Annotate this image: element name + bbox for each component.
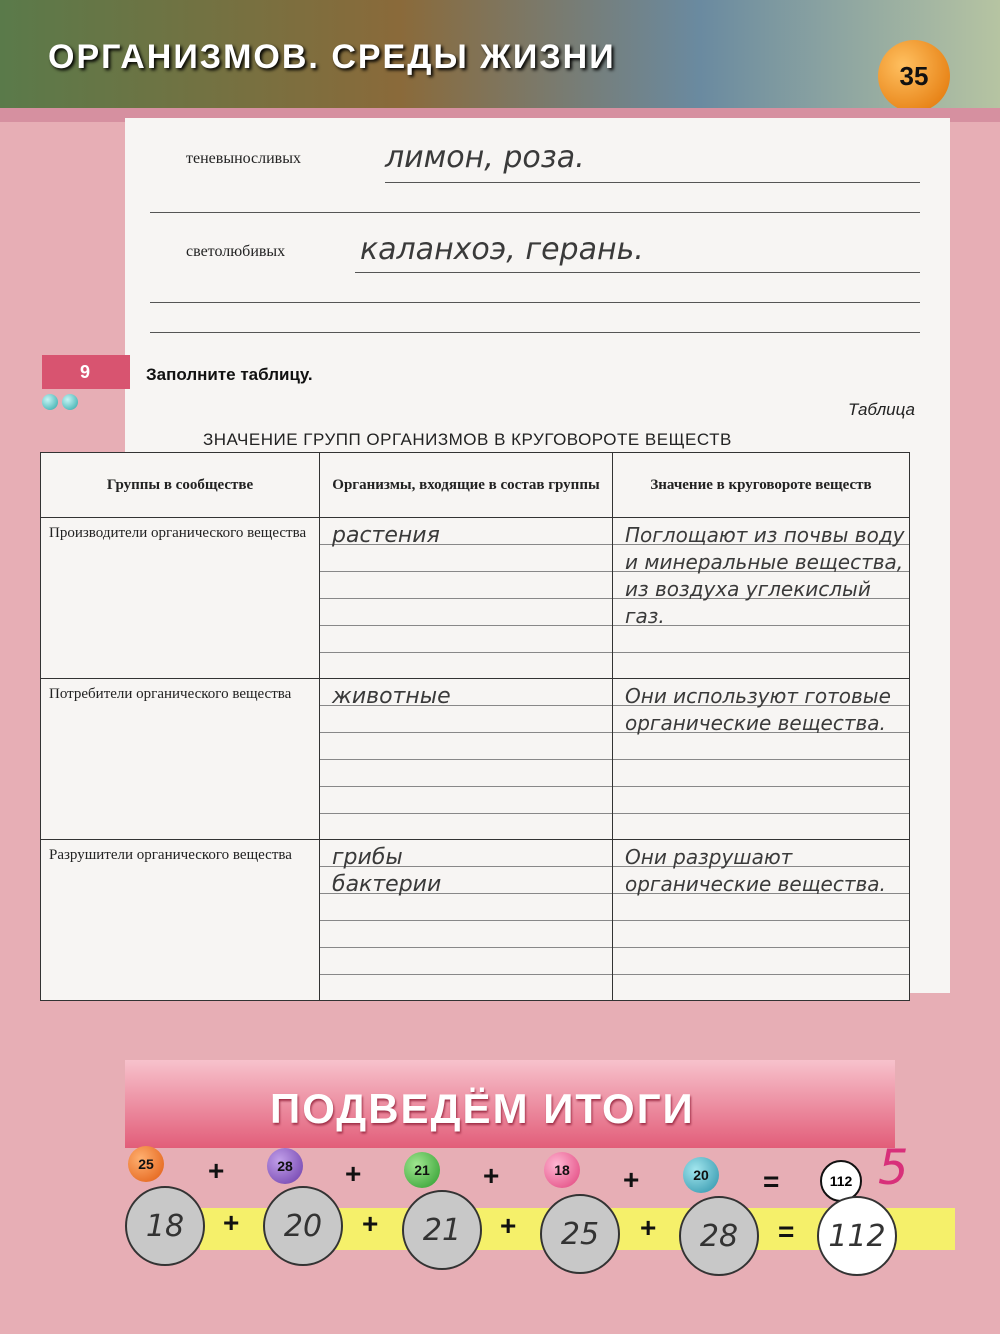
plus-sign: + bbox=[623, 1164, 640, 1195]
equals-sign: = bbox=[778, 1216, 795, 1247]
light-loving-answer: каланхоэ, герань. bbox=[360, 232, 644, 267]
equals-sign: = bbox=[763, 1166, 780, 1197]
role-answer: Они используют готовые органические вещества. bbox=[625, 684, 891, 735]
organisms-cell[interactable] bbox=[320, 518, 613, 679]
header-banner bbox=[0, 0, 1000, 108]
table-row bbox=[41, 840, 910, 1001]
shade-tolerant-label: теневыносливых bbox=[186, 150, 301, 167]
header-organisms: Организмы, входящие в состав группы bbox=[320, 453, 613, 518]
summary-title: ПОДВЕДЁМ ИТОГИ bbox=[270, 1085, 695, 1132]
role-cell[interactable] bbox=[613, 840, 910, 1001]
score-ball: 28 bbox=[267, 1148, 303, 1184]
difficulty-dot-icon bbox=[62, 394, 78, 410]
difficulty-dot-icon bbox=[42, 394, 58, 410]
table-row bbox=[41, 679, 910, 840]
header-groups: Группы в сообществе bbox=[41, 453, 320, 518]
answer-total-circle[interactable]: 112 bbox=[817, 1196, 897, 1276]
total-ring: 112 bbox=[820, 1160, 862, 1202]
role-cell[interactable] bbox=[613, 679, 910, 840]
group-cell: Производители органического вещества bbox=[41, 518, 320, 679]
role-cell[interactable] bbox=[613, 518, 910, 679]
task-number-badge bbox=[42, 355, 130, 389]
plus-sign: + bbox=[483, 1160, 500, 1191]
score-ball: 21 bbox=[404, 1152, 440, 1188]
page-header-title: ОРГАНИЗМОВ. СРЕДЫ ЖИЗНИ bbox=[48, 38, 616, 76]
role-answer: Поглощают из почвы воду и минеральные вещества, из воздуха углекислый газ. bbox=[625, 523, 905, 628]
answer-line bbox=[150, 332, 920, 333]
answer-line bbox=[150, 212, 920, 213]
organisms-cell[interactable] bbox=[320, 840, 613, 1001]
teacher-grade: 5 bbox=[878, 1140, 909, 1196]
answer-circle[interactable]: 25 bbox=[540, 1194, 620, 1274]
score-ball: 25 bbox=[128, 1146, 164, 1182]
answer-circle[interactable]: 20 bbox=[263, 1186, 343, 1266]
answer-line bbox=[150, 302, 920, 303]
score-ball: 18 bbox=[544, 1152, 580, 1188]
answer-line bbox=[385, 182, 920, 183]
task-instruction: Заполните таблицу. bbox=[146, 365, 313, 384]
light-loving-label: светолюбивых bbox=[186, 243, 286, 260]
answer-circle[interactable]: 21 bbox=[402, 1190, 482, 1270]
organisms-cell[interactable] bbox=[320, 679, 613, 840]
page-number: 35 bbox=[878, 40, 950, 108]
plus-sign: + bbox=[208, 1155, 225, 1186]
role-answer: Они разрушают органические вещества. bbox=[625, 845, 886, 896]
answer-circle[interactable]: 18 bbox=[125, 1186, 205, 1266]
difficulty-dots bbox=[42, 394, 82, 415]
table-header-row bbox=[41, 453, 910, 518]
plus-sign: + bbox=[640, 1212, 657, 1243]
organisms-answer: грибы бактерии bbox=[332, 845, 442, 897]
group-cell: Разрушители органического вещества bbox=[41, 840, 320, 1001]
table-caption: Таблица bbox=[847, 400, 915, 419]
group-cell: Потребители органического вещества bbox=[41, 679, 320, 840]
plus-sign: + bbox=[223, 1207, 240, 1238]
score-ball: 20 bbox=[683, 1157, 719, 1193]
answer-circle[interactable]: 28 bbox=[679, 1196, 759, 1276]
plus-sign: + bbox=[362, 1208, 379, 1239]
table-title: ЗНАЧЕНИЕ ГРУПП ОРГАНИЗМОВ В КРУГОВОРОТЕ ВЕЩЕСТВ bbox=[203, 430, 732, 449]
plus-sign: + bbox=[345, 1158, 362, 1189]
plus-sign: + bbox=[500, 1210, 517, 1241]
task-number: 9 bbox=[80, 361, 91, 382]
organisms-answer: растения bbox=[332, 523, 440, 548]
header-role: Значение в круговороте веществ bbox=[613, 453, 910, 518]
organisms-answer: животные bbox=[332, 684, 451, 709]
table-row bbox=[41, 518, 910, 679]
shade-tolerant-answer: лимон, роза. bbox=[385, 140, 585, 175]
answer-line bbox=[355, 272, 920, 273]
organisms-table bbox=[40, 452, 910, 1001]
